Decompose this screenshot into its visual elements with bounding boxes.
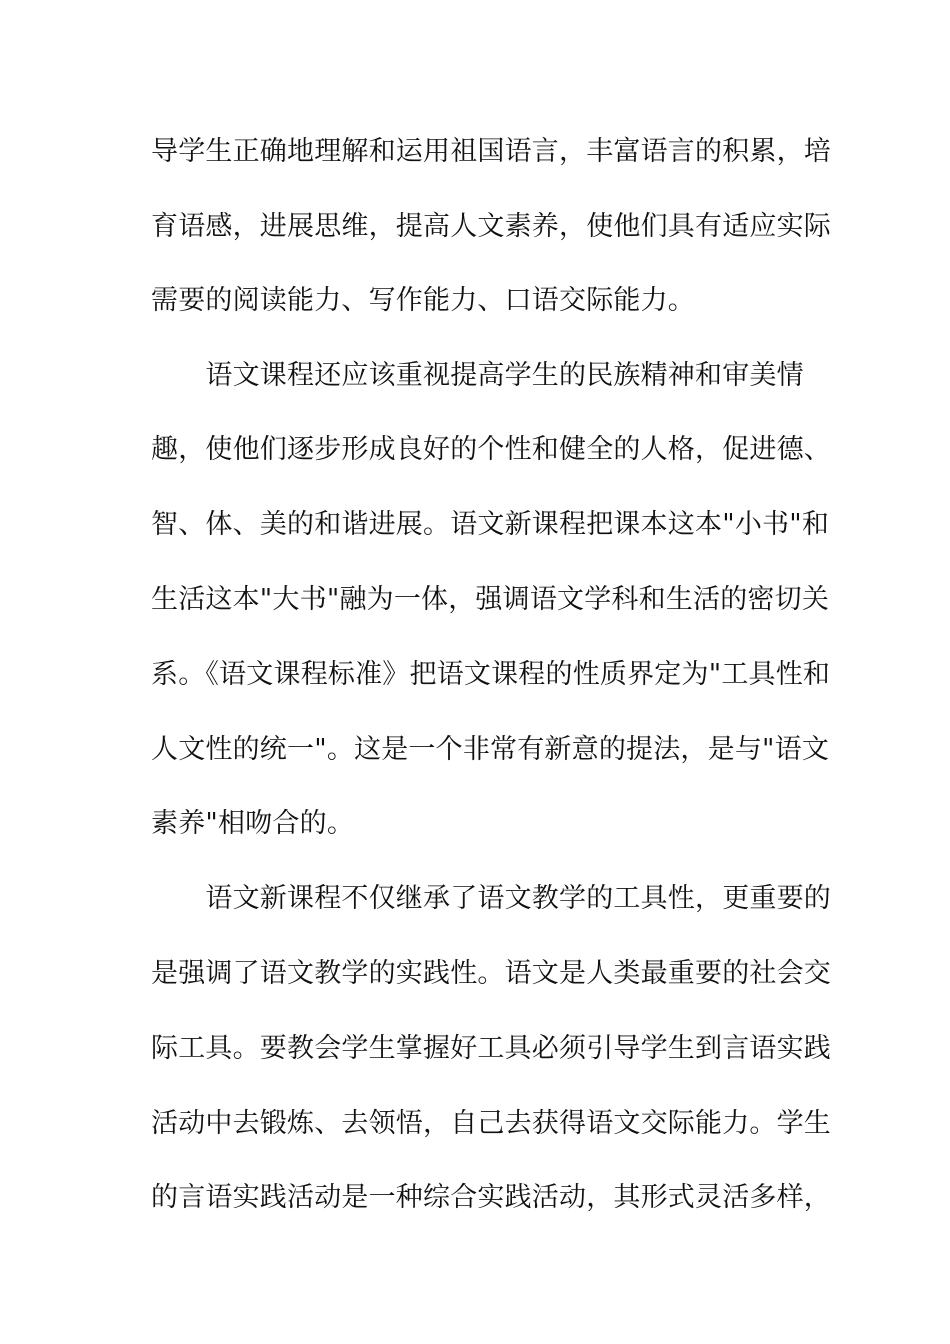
text-line: 素养"相吻合的。 bbox=[151, 808, 355, 839]
text-line: 导学生正确地理解和运用祖国语言，丰富语言的积累，培 bbox=[151, 136, 831, 167]
text-line: 的言语实践活动是一种综合实践活动，其形式灵活多样， bbox=[151, 1182, 831, 1213]
text-line: 是强调了语文教学的实践性。语文是人类最重要的社会交 bbox=[151, 958, 831, 989]
text-line: 生活这本"大书"融为一体，强调语文学科和生活的密切关 bbox=[151, 584, 830, 615]
text-line: 人文性的统一"。这是一个非常有新意的提法，是与"语文 bbox=[151, 734, 830, 765]
text-line: 系。《语文课程标准》把语文课程的性质界定为"工具性和 bbox=[151, 659, 831, 690]
text-line: 育语感，进展思维，提高人文素养，使他们具有适应实际 bbox=[151, 211, 831, 242]
text-line: 需要的阅读能力、写作能力、口语交际能力。 bbox=[151, 285, 695, 316]
text-line: 趣，使他们逐步形成良好的个性和健全的人格，促进德、 bbox=[151, 434, 831, 465]
text-line: 智、体、美的和谐进展。语文新课程把课本这本"小书"和 bbox=[151, 509, 830, 540]
text-line: 活动中去锻炼、去领悟，自己去获得语文交际能力。学生 bbox=[151, 1108, 831, 1139]
text-line: 际工具。要教会学生掌握好工具必须引导学生到言语实践 bbox=[151, 1033, 831, 1064]
text-line: 语文课程还应该重视提高学生的民族精神和审美情 bbox=[151, 360, 804, 391]
text-line: 语文新课程不仅继承了语文教学的工具性，更重要的 bbox=[151, 883, 831, 914]
